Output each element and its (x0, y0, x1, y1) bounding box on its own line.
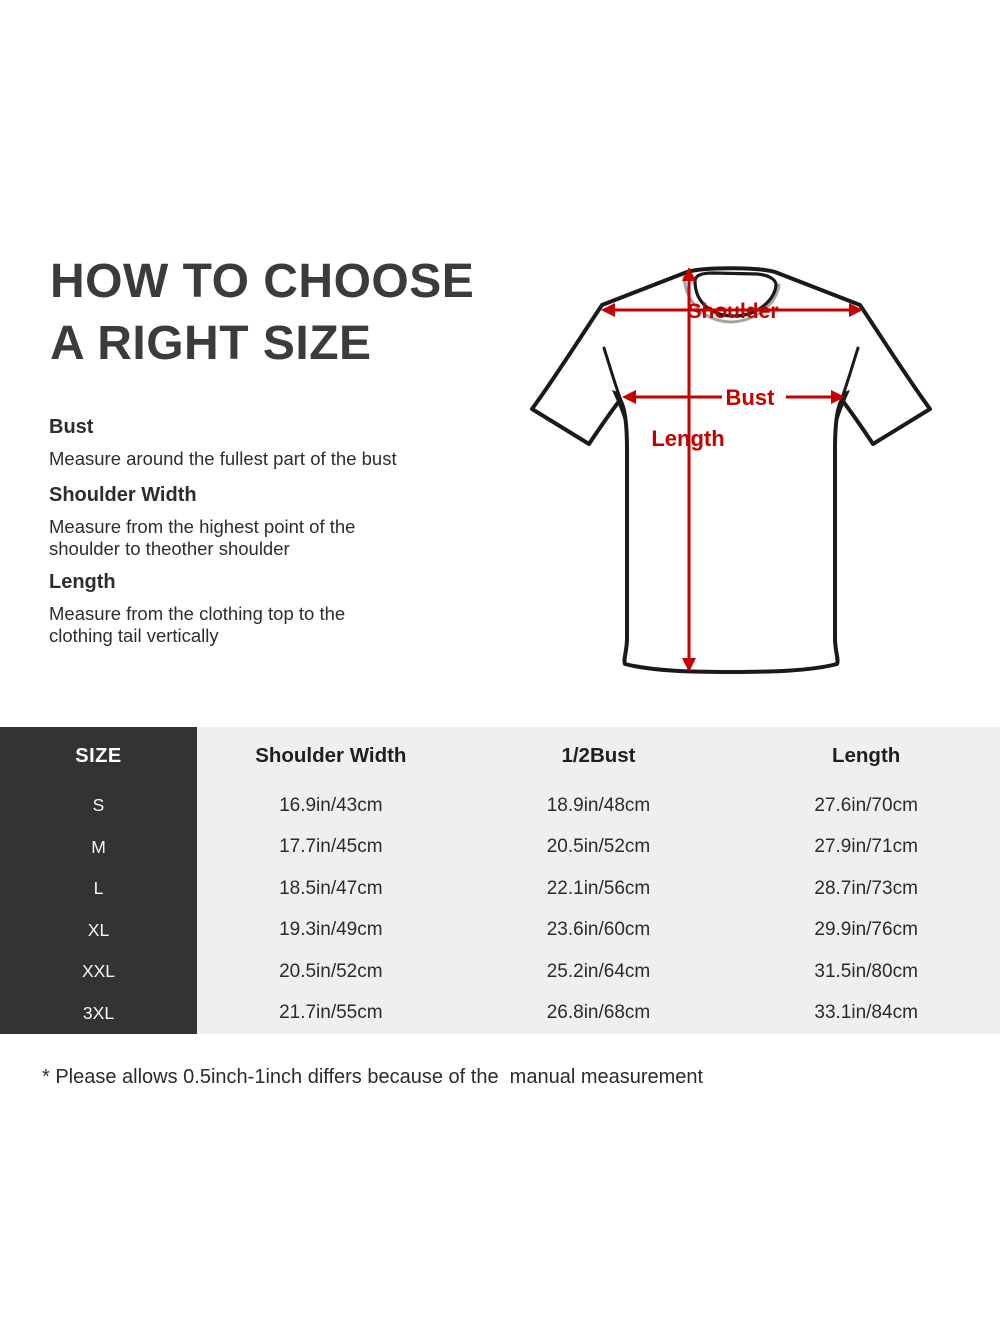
table-header-halfbust: 1/2Bust (465, 727, 733, 785)
length-desc-line2: clothing tail vertically (49, 624, 219, 646)
shoulder-measure-label: Shoulder (687, 300, 779, 323)
page-title (50, 251, 474, 375)
table-row-xxl-size: XXL (0, 951, 197, 993)
table-row-s-length: 27.6in/70cm (732, 785, 1000, 827)
tshirt-outline-icon (532, 268, 930, 672)
table-row-xxl-halfbust: 25.2in/64cm (465, 951, 733, 993)
table-header-length: Length (732, 727, 1000, 785)
table-row-xxl-shoulder: 20.5in/52cm (197, 951, 465, 993)
shoulder-width-heading: Shoulder Width (49, 484, 197, 506)
table-row-xl-size: XL (0, 910, 197, 952)
size-table (0, 727, 1000, 1034)
length-measure-label: Length (651, 426, 725, 451)
table-row-xl-halfbust: 23.6in/60cm (465, 910, 733, 952)
page-title-line1: HOW TO CHOOSE (50, 255, 475, 308)
table-row-xl-shoulder: 19.3in/49cm (197, 910, 465, 952)
table-header-size: SIZE (0, 727, 197, 785)
table-row-m-size: M (0, 827, 197, 869)
table-row-s-size: S (0, 785, 197, 827)
shoulder-width-desc-line2: shoulder to theother shoulder (49, 537, 290, 559)
table-row-s-shoulder: 16.9in/43cm (197, 785, 465, 827)
table-row-xl-length: 29.9in/76cm (732, 910, 1000, 952)
table-row-l-shoulder: 18.5in/47cm (197, 868, 465, 910)
table-row-m-length: 27.9in/71cm (732, 827, 1000, 869)
table-row-l-length: 28.7in/73cm (732, 868, 1000, 910)
measurement-disclaimer: * Please allows 0.5inch-1inch differs because of the manual measurement (42, 1066, 704, 1088)
table-row-xxl-length: 31.5in/80cm (732, 951, 1000, 993)
table-row-l-size: L (0, 868, 197, 910)
table-row-s-halfbust: 18.9in/48cm (465, 785, 733, 827)
bust-measure-label: Bust (725, 385, 775, 410)
length-heading: Length (49, 571, 116, 593)
table-row-m-halfbust: 20.5in/52cm (465, 827, 733, 869)
table-row-3xl-size: 3XL (0, 993, 197, 1035)
tshirt-measurement-diagram (505, 248, 955, 688)
bust-heading: Bust (49, 416, 94, 438)
shoulder-width-desc-line1: Measure from the highest point of the (49, 516, 356, 537)
table-row-l-halfbust: 22.1in/56cm (465, 868, 733, 910)
section-bust (49, 416, 449, 470)
table-row-m-shoulder: 17.7in/45cm (197, 827, 465, 869)
length-desc-line1: Measure from the clothing top to the (49, 603, 346, 624)
table-header-shoulder: Shoulder Width (197, 727, 465, 785)
table-row-3xl-shoulder: 21.7in/55cm (197, 993, 465, 1035)
section-length (49, 571, 449, 646)
table-row-3xl-halfbust: 26.8in/68cm (465, 993, 733, 1035)
bust-desc-line1: Measure around the fullest part of the bust (49, 448, 397, 469)
page-title-line2: A RIGHT SIZE (50, 317, 372, 370)
section-shoulder-width (49, 484, 449, 559)
table-row-3xl-length: 33.1in/84cm (732, 993, 1000, 1035)
